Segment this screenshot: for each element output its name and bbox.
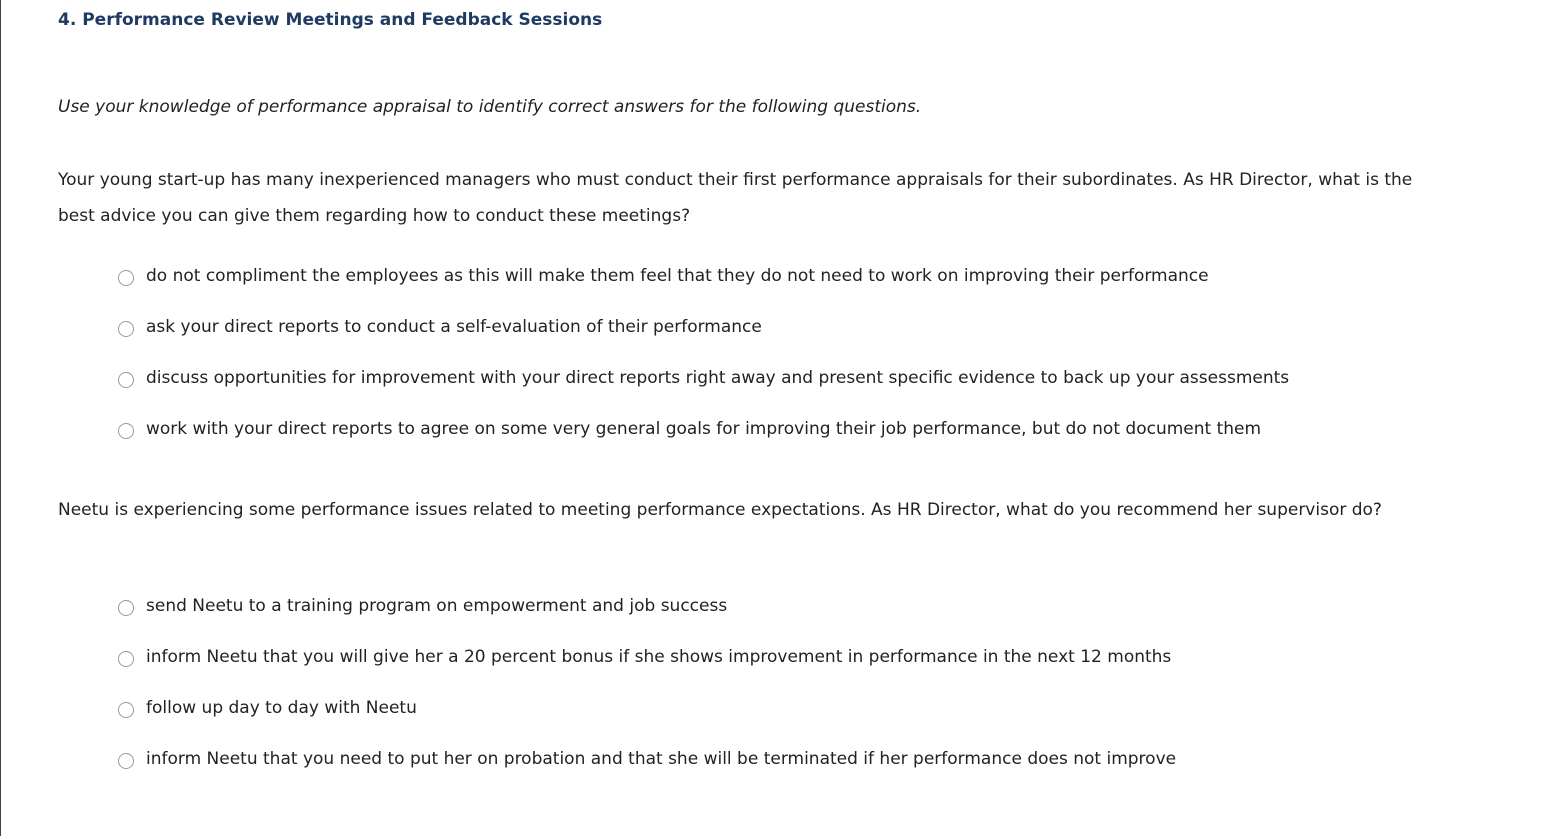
question-2-prompt: Neetu is experiencing some performance issues related to meeting performance expectations. As HR Director, what do you recommend her supervisor do? bbox=[58, 500, 1382, 520]
option-label[interactable]: send Neetu to a training program on empowerment and job success bbox=[146, 596, 728, 616]
question-1-option-3[interactable] bbox=[118, 367, 1289, 418]
option-label[interactable]: ask your direct reports to conduct a self-evaluation of their performance bbox=[146, 317, 762, 337]
option-label[interactable]: do not compliment the employees as this will make them feel that they do not need to work on improving their performance bbox=[146, 266, 1209, 286]
question-1-option-2[interactable] bbox=[118, 316, 1289, 367]
question-1-option-1[interactable] bbox=[118, 265, 1289, 316]
question-2-option-1[interactable] bbox=[118, 595, 1176, 646]
section-title: 4. Performance Review Meetings and Feedback Sessions bbox=[58, 10, 603, 30]
radio-button[interactable] bbox=[118, 651, 134, 667]
question-2-options bbox=[118, 595, 1176, 799]
option-label[interactable]: work with your direct reports to agree on some very general goals for improving their job performance, but do not document them bbox=[146, 419, 1262, 439]
radio-button[interactable] bbox=[118, 753, 134, 769]
question-2-option-3[interactable] bbox=[118, 697, 1176, 748]
radio-button[interactable] bbox=[118, 372, 134, 388]
option-label[interactable]: inform Neetu that you need to put her on probation and that she will be terminated if her performance does not improve bbox=[146, 749, 1177, 769]
question-1-prompt: Your young start-up has many inexperienced managers who must conduct their first performance appraisals for their subordinates. As HR Director, what is the best advice you can give them regarding how to conduct these meetings? bbox=[58, 170, 1413, 226]
question-1-options bbox=[118, 265, 1289, 469]
radio-button[interactable] bbox=[118, 270, 134, 286]
option-label[interactable]: discuss opportunities for improvement with your direct reports right away and present specific evidence to back up your assessments bbox=[146, 368, 1290, 388]
question-2-option-2[interactable] bbox=[118, 646, 1176, 697]
instructions-text: Use your knowledge of performance appraisal to identify correct answers for the following questions. bbox=[58, 97, 922, 117]
option-label[interactable]: inform Neetu that you will give her a 20 percent bonus if she shows improvement in performance in the next 12 months bbox=[146, 647, 1172, 667]
option-label[interactable]: follow up day to day with Neetu bbox=[146, 698, 417, 718]
radio-button[interactable] bbox=[118, 321, 134, 337]
question-1-option-4[interactable] bbox=[118, 418, 1289, 469]
question-2-option-4[interactable] bbox=[118, 748, 1176, 799]
radio-button[interactable] bbox=[118, 600, 134, 616]
page-left-border bbox=[0, 0, 1, 836]
radio-button[interactable] bbox=[118, 702, 134, 718]
radio-button[interactable] bbox=[118, 423, 134, 439]
